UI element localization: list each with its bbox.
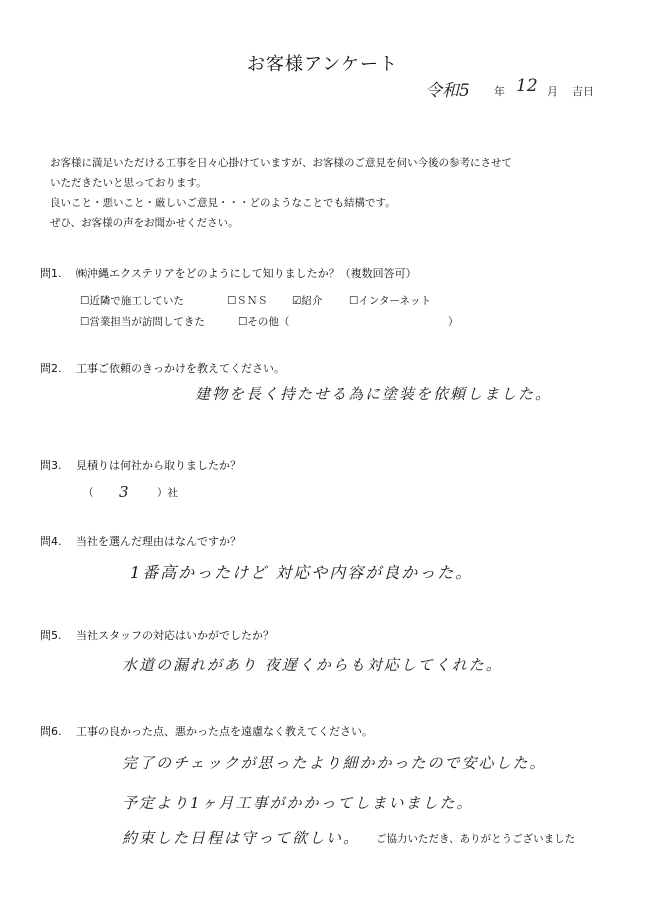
date-year-label: 年 xyxy=(494,85,505,98)
closing-thanks: ご協力いただき、ありがとうございました xyxy=(376,833,576,845)
date-era-handwritten: 令和5 xyxy=(425,81,470,101)
q2-question: 工事ご依頼のきっかけを教えてください。 xyxy=(76,362,285,375)
date-day-label: 吉日 xyxy=(572,85,594,98)
q3-open-paren: （ xyxy=(83,487,94,499)
intro-line: ぜひ、お客様の声をお聞かせください。 xyxy=(50,217,239,229)
q6-handwritten-line: 約束した日程は守って欲しい。 xyxy=(122,829,361,847)
q4-number: 問4. xyxy=(40,535,62,548)
q4-handwritten-answer: 1番高かったけど 対応や内容が良かった。 xyxy=(130,563,474,582)
q1-option-referral-checked[interactable]: ☑紹介 xyxy=(292,295,323,307)
q1-option-other[interactable]: ☐その他（ xyxy=(238,316,290,328)
q2-number: 問2. xyxy=(40,362,62,375)
q5-number: 問5. xyxy=(40,629,62,642)
intro-paragraph xyxy=(50,153,512,233)
q3-number: 問3. xyxy=(40,459,62,472)
page-title: お客様アンケート xyxy=(247,54,398,75)
q6-handwritten-line: 予定より1ヶ月工事がかかってしまいました。 xyxy=(122,794,474,812)
intro-line: いただきたいと思っております。 xyxy=(50,177,207,189)
date-month-label: 月 xyxy=(547,85,558,98)
q5-handwritten-answer: 水道の漏れがあり 夜遅くからも対応してくれた。 xyxy=(122,656,503,674)
q1-option-neighborhood[interactable]: ☐近隣で施工していた xyxy=(80,295,184,307)
q5-question: 当社スタッフの対応はいかがでしたか？ xyxy=(76,629,274,642)
q4-question: 当社を選んだ理由はなんですか？ xyxy=(76,535,241,548)
intro-line: お客様に満足いただける工事を日々心掛けていますが、お客様のご意見を伺い今後の参考にさせて xyxy=(50,157,512,169)
q1-option-sales-visit[interactable]: ☐営業担当が訪問してきた xyxy=(80,316,205,328)
q1-question: ㈱沖縄エクステリアをどのようにして知りましたか？（複数回答可） xyxy=(76,267,417,280)
q3-close-paren: ）社 xyxy=(157,487,178,499)
q1-option-internet[interactable]: ☐インターネット xyxy=(349,295,431,307)
q3-handwritten-count: 3 xyxy=(119,483,131,501)
date-month-handwritten: 12 xyxy=(516,76,538,96)
q3-question: 見積りは何社から取りましたか？ xyxy=(76,459,241,472)
q1-number: 問1. xyxy=(40,267,62,280)
q6-question: 工事の良かった点、悪かった点を遠慮なく教えてください。 xyxy=(76,725,373,738)
q6-number: 問6. xyxy=(40,725,62,738)
q1-option-other-close: ） xyxy=(448,316,459,328)
q6-handwritten-line: 完了のチェックが思ったより細かかったので安心した。 xyxy=(122,754,547,772)
q2-handwritten-answer: 建物を長く持たせる為に塗装を依頼しました。 xyxy=(195,385,553,403)
q1-option-sns[interactable]: ☐ＳＮＳ xyxy=(227,295,268,307)
intro-line: 良いこと・悪いこと・厳しいご意見・・・どのようなことでも結構です。 xyxy=(50,197,396,209)
